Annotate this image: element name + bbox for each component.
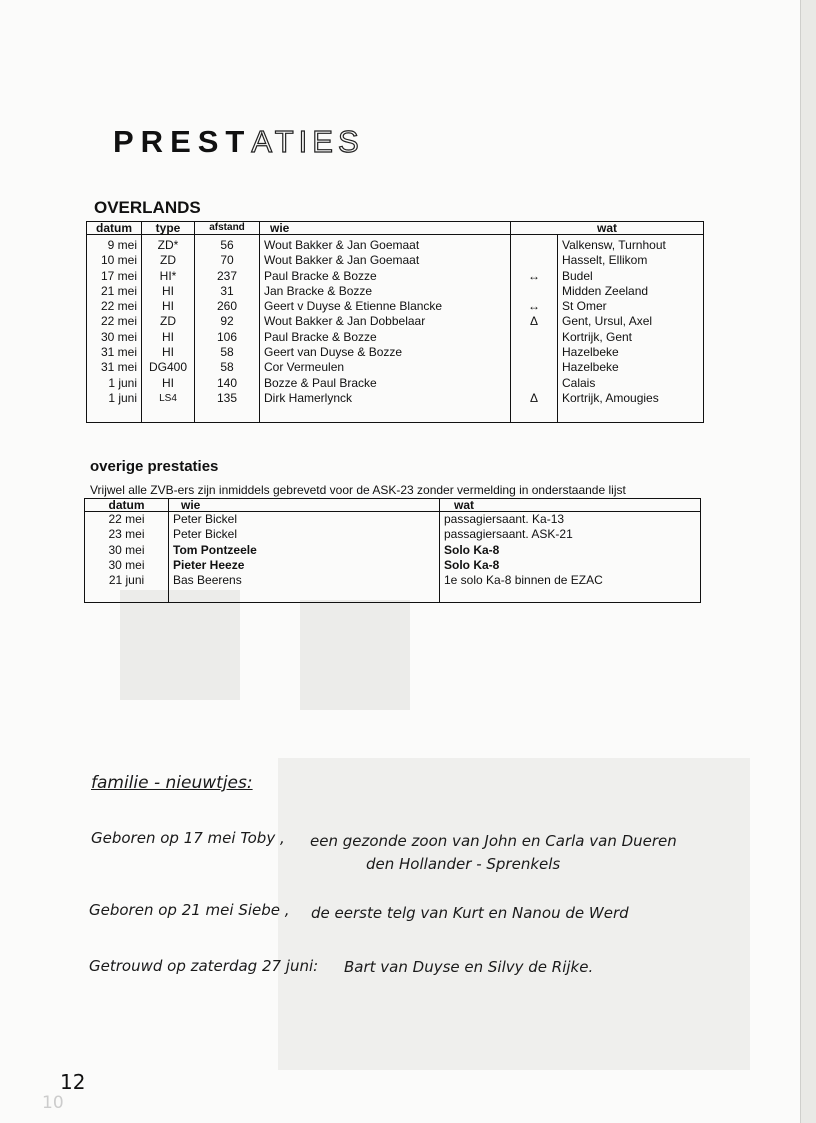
col-wat: wat (511, 222, 704, 235)
overlands-heading: OVERLANDS (94, 198, 201, 217)
table-row (85, 527, 701, 542)
table-row (87, 299, 704, 314)
table-row (87, 235, 704, 254)
cell-datum: 22 mei (85, 512, 169, 528)
page-number-bleed: 10 (42, 1093, 64, 1113)
table-row (85, 512, 701, 528)
table-row (87, 314, 704, 329)
cell-datum: 22 mei (87, 299, 142, 314)
col-wat: wat (440, 499, 701, 512)
cell-wie: Paul Bracke & Bozze (260, 330, 511, 345)
bleed-through-photo (300, 600, 410, 710)
cell-datum: 1 juni (87, 376, 142, 391)
cell-afstand: 140 (195, 376, 260, 391)
cell-wie: Peter Bickel (169, 527, 440, 542)
overige-table (84, 498, 701, 603)
familie-item-2-text: de eerste telg van Kurt en Nanou de Werd (311, 904, 629, 922)
cell-sym (511, 330, 558, 345)
cell-type: ZD (142, 314, 195, 329)
cell-type: HI (142, 284, 195, 299)
table-row (87, 391, 704, 406)
cell-datum: 21 mei (87, 284, 142, 299)
cell-afstand: 92 (195, 314, 260, 329)
cell-sym (511, 284, 558, 299)
cell-wie: Pieter Heeze (169, 558, 440, 573)
table-row (87, 253, 704, 268)
cell-wie: Bas Beerens (169, 573, 440, 588)
cell-type: HI (142, 299, 195, 314)
cell-wie: Dirk Hamerlynck (260, 391, 511, 406)
familie-item-1-prefix: Geboren op 17 mei Toby , (91, 829, 285, 847)
col-datum: datum (87, 222, 142, 235)
cell-type: LS4 (142, 391, 195, 406)
table-row (87, 345, 704, 360)
cell-datum: 10 mei (87, 253, 142, 268)
cell-datum: 21 juni (85, 573, 169, 588)
table-row (85, 558, 701, 573)
cell-datum: 30 mei (87, 330, 142, 345)
col-afstand: afstand (195, 222, 260, 235)
familie-item-3-text: Bart van Duyse en Silvy de Rijke. (344, 958, 594, 976)
table-row (87, 376, 704, 391)
cell-datum: 23 mei (85, 527, 169, 542)
page-edge (800, 0, 816, 1123)
cell-type: HI (142, 330, 195, 345)
cell-wie: Paul Bracke & Bozze (260, 269, 511, 284)
cell-wie: Peter Bickel (169, 512, 440, 528)
cell-afstand: 260 (195, 299, 260, 314)
familie-heading: familie - nieuwtjes: (91, 773, 253, 793)
cell-wat: Solo Ka-8 (440, 543, 701, 558)
cell-sym (511, 360, 558, 375)
cell-wat: Hazelbeke (558, 360, 704, 375)
cell-wat: Budel (558, 269, 704, 284)
overige-heading: overige prestaties (90, 458, 219, 475)
cell-wat: Valkensw, Turnhout (558, 235, 704, 254)
cell-datum: 31 mei (87, 345, 142, 360)
cell-wie: Wout Bakker & Jan Goemaat (260, 235, 511, 254)
table-row (85, 543, 701, 558)
familie-item-1-text: een gezonde zoon van John en Carla van Dueren (310, 832, 677, 850)
cell-datum: 31 mei (87, 360, 142, 375)
cell-datum: 17 mei (87, 269, 142, 284)
bleed-through-photo (120, 590, 240, 700)
cell-wat: passagiersaant. ASK-21 (440, 527, 701, 542)
cell-wat: St Omer (558, 299, 704, 314)
cell-wie: Bozze & Paul Bracke (260, 376, 511, 391)
cell-wat: Kortrijk, Amougies (558, 391, 704, 406)
cell-wie: Jan Bracke & Bozze (260, 284, 511, 299)
cell-sym (511, 376, 558, 391)
cell-datum: 30 mei (85, 558, 169, 573)
table-row (87, 330, 704, 345)
cell-sym (511, 345, 558, 360)
cell-sym (511, 253, 558, 268)
cell-type: HI (142, 345, 195, 360)
cell-afstand: 58 (195, 360, 260, 375)
cell-wie: Geert v Duyse & Etienne Blancke (260, 299, 511, 314)
familie-item-3-prefix: Getrouwd op zaterdag 27 juni: (89, 957, 319, 975)
cell-wat: Hasselt, Ellikom (558, 253, 704, 268)
col-type: type (142, 222, 195, 235)
cell-datum: 1 juni (87, 391, 142, 406)
cell-wie: Cor Vermeulen (260, 360, 511, 375)
cell-sym: ↔ (511, 269, 558, 284)
cell-wat: 1e solo Ka-8 binnen de EZAC (440, 573, 701, 588)
cell-afstand: 58 (195, 345, 260, 360)
cell-datum: 30 mei (85, 543, 169, 558)
cell-wat: passagiersaant. Ka-13 (440, 512, 701, 528)
cell-wie: Wout Bakker & Jan Goemaat (260, 253, 511, 268)
cell-afstand: 70 (195, 253, 260, 268)
table-row (85, 573, 701, 588)
cell-sym: Δ (511, 314, 558, 329)
cell-sym: Δ (511, 391, 558, 406)
cell-wat: Midden Zeeland (558, 284, 704, 299)
table-row (87, 284, 704, 299)
cell-wie: Wout Bakker & Jan Dobbelaar (260, 314, 511, 329)
cell-afstand: 56 (195, 235, 260, 254)
cell-afstand: 237 (195, 269, 260, 284)
cell-wat: Solo Ka-8 (440, 558, 701, 573)
cell-wat: Calais (558, 376, 704, 391)
table-row-spacer (87, 406, 704, 423)
cell-type: DG400 (142, 360, 195, 375)
cell-afstand: 31 (195, 284, 260, 299)
cell-wie: Geert van Duyse & Bozze (260, 345, 511, 360)
cell-sym (511, 235, 558, 254)
familie-item-1-text-cont: den Hollander - Sprenkels (366, 855, 561, 873)
cell-datum: 22 mei (87, 314, 142, 329)
cell-type: HI* (142, 269, 195, 284)
cell-datum: 9 mei (87, 235, 142, 254)
cell-type: ZD* (142, 235, 195, 254)
cell-type: ZD (142, 253, 195, 268)
page-title: PRESTATIES (113, 124, 364, 159)
table-row (87, 269, 704, 284)
overlands-rows (87, 235, 704, 423)
overige-note: Vrijwel alle ZVB-ers zijn inmiddels gebrevetd voor de ASK-23 zonder vermelding in onderstaande lijst (90, 483, 626, 497)
cell-afstand: 135 (195, 391, 260, 406)
overlands-table (86, 221, 704, 423)
cell-wie: Tom Pontzeele (169, 543, 440, 558)
page-number: 12 (60, 1070, 86, 1094)
cell-sym: ↔ (511, 299, 558, 314)
col-datum: datum (85, 499, 169, 512)
familie-item-2-prefix: Geboren op 21 mei Siebe , (89, 901, 290, 919)
cell-type: HI (142, 376, 195, 391)
col-wie: wie (169, 499, 440, 512)
cell-afstand: 106 (195, 330, 260, 345)
col-wie: wie (260, 222, 511, 235)
cell-wat: Gent, Ursul, Axel (558, 314, 704, 329)
cell-wat: Kortrijk, Gent (558, 330, 704, 345)
cell-wat: Hazelbeke (558, 345, 704, 360)
overige-rows (85, 512, 701, 603)
table-row-spacer (85, 588, 701, 603)
table-row (87, 360, 704, 375)
